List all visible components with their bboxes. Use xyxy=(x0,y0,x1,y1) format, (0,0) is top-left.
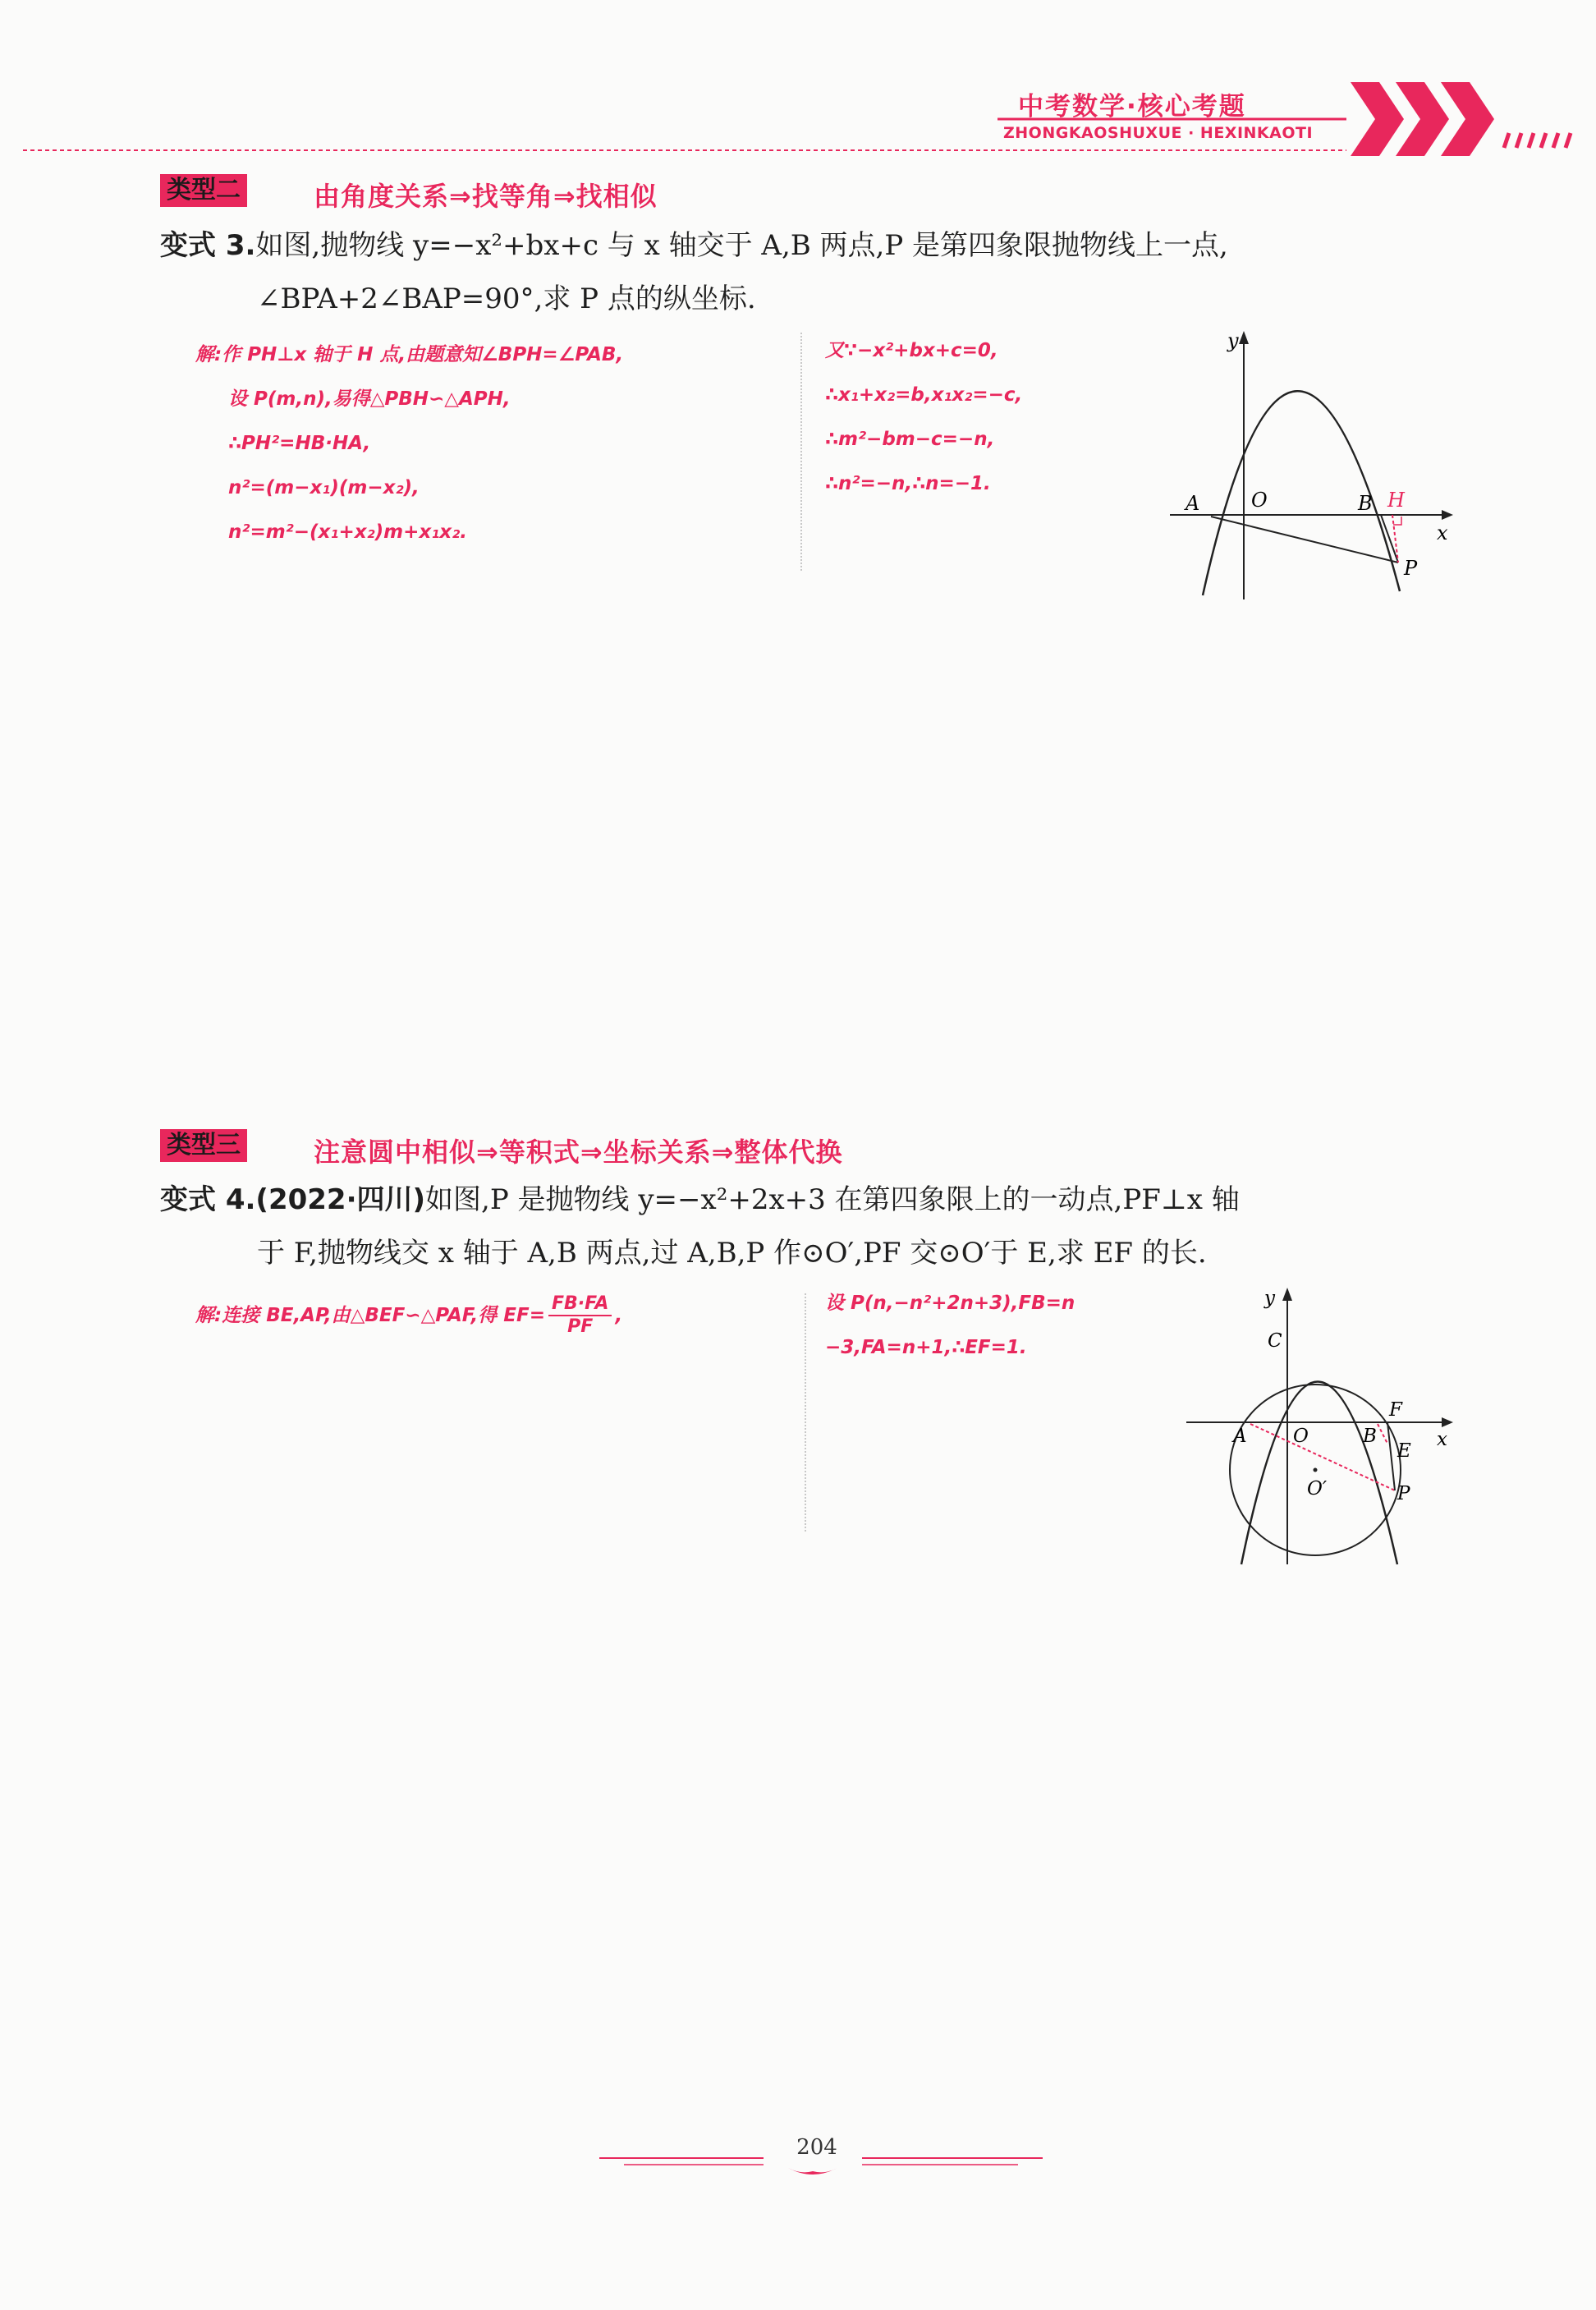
segment-be xyxy=(1378,1424,1387,1444)
solution-4-right xyxy=(825,1281,1075,1370)
section-title: 注意圆中相似⇒等积式⇒坐标关系⇒整体代换 xyxy=(314,1137,843,1168)
label-x: x xyxy=(1437,521,1448,544)
header-subtitle: ZHONGKAOSHUXUE · HEXINKAOTI xyxy=(1003,124,1314,142)
y-axis-arrow xyxy=(1239,331,1249,344)
fraction-denominator: PF xyxy=(567,1316,594,1337)
x-axis-arrow xyxy=(1442,510,1453,520)
section-title: 由角度关系⇒找等角⇒找相似 xyxy=(314,181,658,212)
problem-line: ∠BPA+2∠BAP=90°,求 P 点的纵坐标. xyxy=(257,282,756,315)
solution-line: 解:作 PH⊥x 轴于 H 点,由题意知∠BPH=∠PAB, xyxy=(195,344,624,365)
figure-parabola-3 xyxy=(1166,324,1461,604)
solution-line: 设 P(m,n),易得△PBH∽△APH, xyxy=(228,388,511,410)
label-c: C xyxy=(1268,1330,1282,1352)
problem-label: 变式 3. xyxy=(160,229,256,262)
page-number: 204 xyxy=(796,2135,837,2160)
label-e: E xyxy=(1397,1440,1411,1462)
solution-line: ∴PH²=HB·HA, xyxy=(228,433,371,454)
label-o: O xyxy=(1251,489,1268,512)
label-a: A xyxy=(1186,492,1200,515)
problem-3 xyxy=(160,222,1228,269)
solution-line: −3,FA=n+1,∴EF=1. xyxy=(825,1337,1027,1358)
y-axis-arrow xyxy=(1282,1288,1292,1301)
problem-label: 变式 4. xyxy=(160,1183,256,1216)
x-axis-arrow xyxy=(1442,1417,1453,1427)
divider xyxy=(800,333,802,571)
label-x: x xyxy=(1437,1429,1447,1450)
solution-line: n²=m²−(x₁+x₂)m+x₁x₂. xyxy=(228,521,467,543)
solution-line: 又∵−x²+bx+c=0, xyxy=(825,340,998,361)
divider xyxy=(805,1293,806,1532)
label-p: P xyxy=(1397,1483,1410,1504)
figure-parabola-circle-4 xyxy=(1182,1281,1461,1577)
solution-line: ∴x₁+x₂=b,x₁x₂=−c, xyxy=(825,384,1023,406)
problem-4 xyxy=(160,1176,1240,1224)
label-p: P xyxy=(1404,557,1418,580)
solution-line: , xyxy=(615,1305,623,1326)
header-title: 中考数学·核心考题 xyxy=(1018,92,1246,122)
chevron-icon xyxy=(1351,82,1404,156)
label-o-prime: O′ xyxy=(1307,1478,1328,1499)
label-a: A xyxy=(1233,1426,1247,1447)
solution-line: ∴n²=−n,∴n=−1. xyxy=(825,473,991,494)
section-badge: 类型二 xyxy=(160,174,247,207)
solution-line: ∴m²−bm−c=−n, xyxy=(825,429,995,450)
right-angle-mark xyxy=(1393,517,1401,525)
segment-ap xyxy=(1211,517,1398,563)
header-decoration xyxy=(0,0,1596,164)
label-f: F xyxy=(1389,1399,1402,1421)
solution-line: n²=(m−x₁)(m−x₂), xyxy=(228,477,420,498)
problem-source: (2022·四川) xyxy=(255,1183,426,1216)
label-y: y xyxy=(1264,1288,1275,1309)
problem-line: 于 F,抛物线交 x 轴于 A,B 两点,过 A,B,P 作⊙O′,PF 交⊙O′于 E,求 EF 的长. xyxy=(257,1237,1207,1270)
section-badge: 类型三 xyxy=(160,1129,247,1162)
problem-line: 如图,抛物线 y=−x²+bx+c 与 x 轴交于 A,B 两点,P 是第四象限抛物线上一点, xyxy=(255,229,1228,262)
solution-3-left xyxy=(195,333,623,554)
solution-4-left xyxy=(195,1293,622,1338)
label-h: H xyxy=(1387,489,1405,512)
solution-3-right xyxy=(825,328,1022,506)
fraction xyxy=(548,1293,612,1338)
solution-line: 解:连接 BE,AP,由△BEF∽△PAF,得 EF= xyxy=(195,1305,545,1326)
problem-line: 如图,P 是抛物线 y=−x²+2x+3 在第四象限上的一动点,PF⊥x 轴 xyxy=(425,1183,1240,1216)
parabola xyxy=(1241,1382,1397,1565)
label-b: B xyxy=(1363,1426,1377,1447)
label-o: O xyxy=(1293,1426,1309,1447)
label-y: y xyxy=(1227,329,1239,352)
solution-line: 设 P(n,−n²+2n+3),FB=n xyxy=(825,1293,1075,1314)
center-point xyxy=(1314,1468,1318,1472)
fraction-numerator: FB·FA xyxy=(548,1293,612,1316)
label-b: B xyxy=(1358,492,1373,515)
